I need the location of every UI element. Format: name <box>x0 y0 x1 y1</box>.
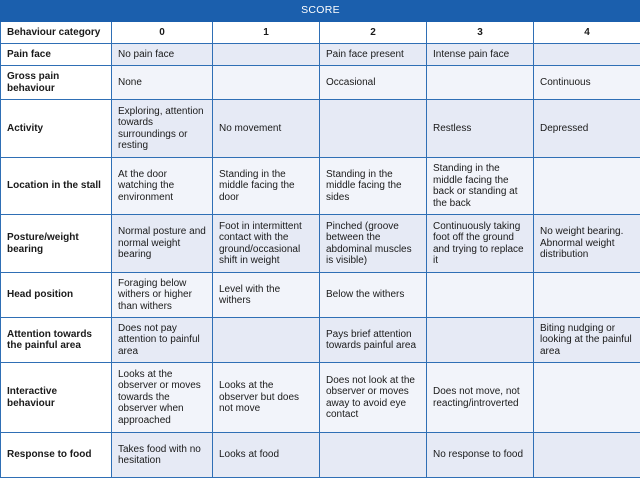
score-cell <box>427 318 534 363</box>
behaviour-category: Gross pain behaviour <box>1 66 112 100</box>
score-cell: Occasional <box>320 66 427 100</box>
score-cell: Does not move, not reacting/introverted <box>427 363 534 433</box>
score-title-row <box>1 1 640 22</box>
table-row <box>1 100 640 158</box>
score-cell: Exploring, attention towards surroundings or resting <box>112 100 213 158</box>
behaviour-category: Attention towards the painful area <box>1 318 112 363</box>
score-cell <box>213 44 320 66</box>
table-row <box>1 158 640 215</box>
score-cell: Pain face present <box>320 44 427 66</box>
score-cell <box>427 66 534 100</box>
score-cell <box>534 44 640 66</box>
score-cell <box>534 363 640 433</box>
score-cell: No movement <box>213 100 320 158</box>
behaviour-category: Interactive behaviour <box>1 363 112 433</box>
category-column-header: Behaviour category <box>1 22 112 44</box>
behaviour-category: Response to food <box>1 433 112 478</box>
table-row <box>1 363 640 433</box>
score-cell: Biting nudging or looking at the painful area <box>534 318 640 363</box>
score-cell: Pays brief attention towards painful area <box>320 318 427 363</box>
score-cell <box>534 273 640 318</box>
table-row <box>1 66 640 100</box>
score-cell: Continuously taking foot off the ground and trying to replace it <box>427 215 534 273</box>
score-cell: Standing in the middle facing the door <box>213 158 320 215</box>
score-cell: No pain face <box>112 44 213 66</box>
score-title: SCORE <box>1 1 640 22</box>
score-cell: Normal posture and normal weight bearing <box>112 215 213 273</box>
score-cell: Looks at the observer or moves towards the observer when approached <box>112 363 213 433</box>
score-column-header: 0 <box>112 22 213 44</box>
score-cell: None <box>112 66 213 100</box>
behaviour-category: Activity <box>1 100 112 158</box>
score-cell: Standing in the middle facing the sides <box>320 158 427 215</box>
score-cell: Depressed <box>534 100 640 158</box>
score-cell <box>534 433 640 478</box>
score-cell: No response to food <box>427 433 534 478</box>
table-row <box>1 433 640 478</box>
score-cell: Takes food with no hesitation <box>112 433 213 478</box>
score-column-header: 2 <box>320 22 427 44</box>
behaviour-category: Pain face <box>1 44 112 66</box>
score-column-header: 4 <box>534 22 640 44</box>
score-cell <box>427 273 534 318</box>
score-cell: Continuous <box>534 66 640 100</box>
column-header-row <box>1 22 640 44</box>
table-row <box>1 318 640 363</box>
score-cell: Below the withers <box>320 273 427 318</box>
score-cell: Looks at the observer but does not move <box>213 363 320 433</box>
score-cell <box>213 318 320 363</box>
score-cell: Looks at food <box>213 433 320 478</box>
score-cell: No weight bearing. Abnormal weight distribution <box>534 215 640 273</box>
score-column-header: 1 <box>213 22 320 44</box>
score-column-header: 3 <box>427 22 534 44</box>
score-cell: Intense pain face <box>427 44 534 66</box>
behaviour-category: Posture/weight bearing <box>1 215 112 273</box>
score-cell: Does not look at the observer or moves away to avoid eye contact <box>320 363 427 433</box>
table-row <box>1 273 640 318</box>
score-cell: Pinched (groove between the abdominal muscles is visible) <box>320 215 427 273</box>
score-cell: Foraging below withers or higher than withers <box>112 273 213 318</box>
score-cell: Foot in intermittent contact with the ground/occasional shift in weight <box>213 215 320 273</box>
score-cell: Standing in the middle facing the back or standing at the back <box>427 158 534 215</box>
score-cell: At the door watching the environment <box>112 158 213 215</box>
score-cell: Level with the withers <box>213 273 320 318</box>
table-row <box>1 44 640 66</box>
table-row <box>1 215 640 273</box>
score-cell <box>213 66 320 100</box>
score-cell <box>320 433 427 478</box>
score-cell <box>534 158 640 215</box>
behaviour-category: Head position <box>1 273 112 318</box>
behaviour-category: Location in the stall <box>1 158 112 215</box>
score-cell <box>320 100 427 158</box>
score-cell: Does not pay attention to painful area <box>112 318 213 363</box>
score-cell: Restless <box>427 100 534 158</box>
